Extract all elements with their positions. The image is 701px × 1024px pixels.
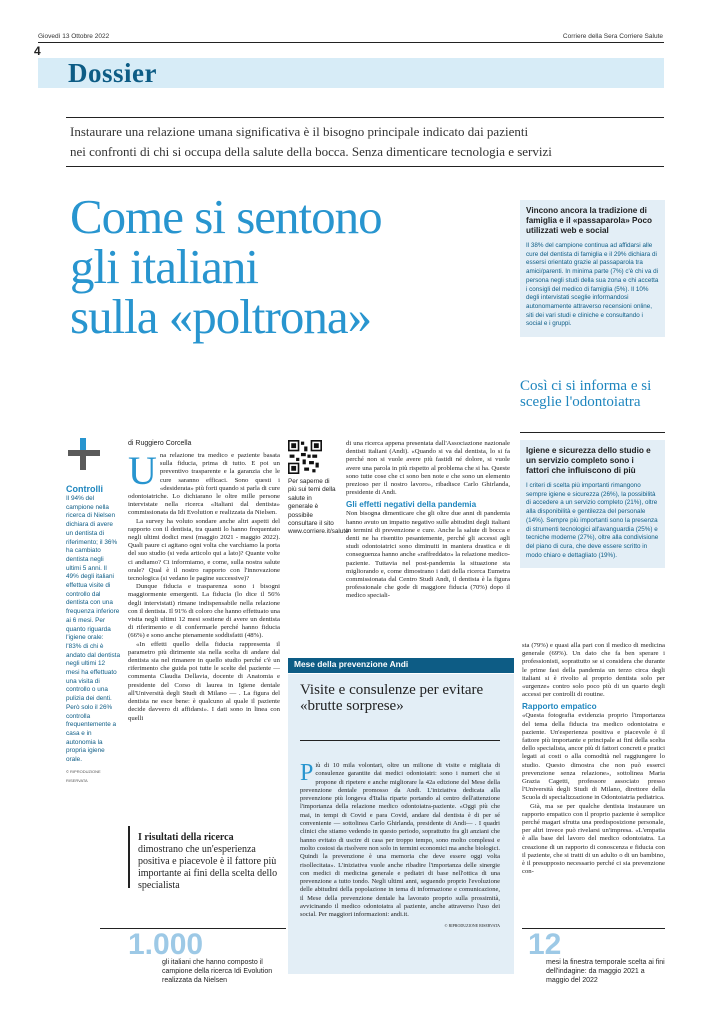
andi-box-title: Visite e consulenze per evitare «brutte sorprese» (300, 682, 484, 714)
andi-box-rule (300, 740, 500, 741)
qr-caption: Per saperne di più sui temi della salute in generale è possibile consultare il sito www.corriere.it/salute (288, 478, 349, 536)
sidebox-tradition-title: Vincono ancora la tradizione di famiglia e il «passaparola» Poco utilizzati web e social (526, 206, 653, 235)
sidebar-section-title: Così ci si informa e si sceglie l'odontoiatra (520, 378, 652, 410)
stat-2-value: 12 (528, 928, 562, 961)
andi-box-body (300, 762, 500, 930)
col3-para-2: Non bisogna dimenticare che gli oltre due anni di pandemia hanno avuto un impatto negativo sulle abitudini degli italiani in termini di prevenzione e cure. Anche la salute di bocca e denti ne ha risentito pesantemente, perché gli accessi agli studi odontoiatrici sono diminuiti in maniera drastica e di conseguenza hanno anche «raffreddato» la relazione medico-paziente. Tuttavia nel post-pandemia la situazione sta migliorando e, come dimostrano i dati della ricerca Eumetra commissionata dal Centro Studi Andi, il dentista è la figura professionale che gode di maggiore fiducia (70%) dopo il medico speciali- (346, 510, 510, 600)
col1-para-1: na relazione tra medico e paziente basata sulla fiducia, prima di tutto. E poi un preventivo trasparente e la garanzia che le cure saranno efficaci. Sono questi i «desiderata» più forti quando si parla di cure odontoiatriche. Lo dichiarano le oltre mille persone intervistate nella ricerca «Italiani dal dentista» commissionata da Idi Evolution e realizzata da Nielsen. (128, 452, 280, 517)
intro-line-1: Instaurare una relazione umana significativa è il bisogno principale indicato dai pazienti (70, 124, 529, 139)
pull-quote-kicker: I risultati della ricerca (138, 832, 234, 843)
controlli-text: Il 94% del campione nella ricerca di Nielsen dichiara di avere un dentista di riferimento; il 36% ha cambiato dentista negli ultimi 5 anni. Il 49% degli italiani effettua visite di controllo dal dentista con una frequenza inferiore ai 6 mesi. Per quanto riguarda l'igiene orale: l'83% di chi è andato dal dentista negli ultimi 12 mesi ha effettuato una visita di controllo o una pulizia dei denti. Però solo il 26% controlla frequentemente a casa e in autonomia la propria igiene orale. (66, 495, 121, 764)
sidebox-tradition (520, 200, 665, 337)
article-column-4 (522, 642, 665, 876)
headline-line-1: Come si sentono (70, 189, 382, 244)
pull-quote-text: dimostrano che un'esperienza positiva e piacevole è il fattore più importante ai fini della scelta dello specialista (138, 844, 278, 891)
intro-rule-bottom (66, 166, 664, 167)
stat-2-text: mesi la finestra temporale scelta ai fini dell'indagine: da maggio 2021 a maggio del 2022 (546, 959, 665, 984)
controlli-column (66, 484, 120, 785)
headline-line-3: sulla «poltrona» (70, 289, 372, 344)
col1-para-4: «In effetti quello della fiducia rappresenta il parametro più dirimente sia nella scelta di andare dal dentista sia nel rimanere in quello studio perché c'è un riferimento che guida poi tutte le scelte del paziente — commenta Claudia Dellavia, docente di Anatomia e presidente del Corso di laurea in Igiene dentale all'Università degli Studi di Milano — . La figura del dentista ne esce bene: è qualcuno al quale il paziente decide davvero di affidarsi». I dati sono in linea con quelli (128, 640, 280, 722)
headline-line-2: gli italiani (70, 239, 259, 294)
page-number: 4 (34, 44, 41, 58)
header-publication: Corriere della Sera Corriere Salute (562, 33, 663, 40)
col1-para-3: Dunque fiducia e trasparenza sono i bisogni maggiormente emergenti. La fiducia (lo dice il 56% degli intervistati) rimane indispensabile nella relazione con il dentista. Il 91% di coloro che hanno effettuato una visita negli ultimi 12 mesi sostiene di avere un dentista di riferimento e di confermarle perché hanno fiducia (66%) e sono anche pienamente soddisfatti (48%). (128, 583, 280, 640)
byline: di Ruggiero Corcella (128, 440, 192, 447)
sidebox-hygiene-text: I criteri di scelta più importanti rimangono sempre igiene e sicurezza (26%), la possibilità di accedere a un servizio completo (21%), oltre alla disponibilità e gentilezza del personale (14%). Sempre più importanti sono la presenza di strumenti tecnologici all'avanguardia (25%) e tecniche moderne (27%), oltre alla condivisione del piano di cura, che deve essere scritto in modo chiaro e dettagliato (19%). (526, 482, 659, 559)
pull-quote (138, 832, 278, 892)
intro-rule-top (66, 117, 664, 118)
col1-para-2: La survey ha voluto sondare anche altri aspetti del rapporto con il dentista, tra quanti lo hanno frequentato negli ultimi dodici mesi (maggio 2021 - maggio 2022). Quali paure ci agitano ogni volta che varchiamo la porta del suo studio (si veda articolo qui a lato)? Quante volte ci andiamo? Ci informiamo, e come, sulla nostra salute orale? Qual è il nostro rapporto con l'innovazione tecnologica (si vedano le pagine successive)? (128, 517, 280, 583)
article-column-3 (346, 440, 510, 601)
andi-box-text: iù di 10 mila volontari, oltre un milione di visite e migliaia di consulenze garantite dai medici odontoiatri: sono i numeri che si propone di ripetere e anche migliorare la 42a edizione del Mese della prevenzione dentale promosso da Andi. L'iniziativa dedicata alla prevenzione più longeva d'Italia riparte portando al centro dell'attenzione l'importanza della relazione medico odontoiatra-paziente. «Oggi più che mai, in tempi di Covid e para Covid, andare dal dentista è di per sé conveniente — sottolinea Carlo Ghirlanda, presidente di Andi— . I quadri clinici che stiamo vedendo in questo periodo, soprattutto fra gli anziani che hanno evitato di uscire di casa per troppo tempo, sono molto complessi e molto costosi da risolvere non solo in termini economici ma anche biologici. Quindi la prevenzione è una memoria che deve essere oggi volta risollecitata». L'iniziativa vuole anche ribadire l'importanza delle sinergie con medici di medicina generale e pediatri di base nell'ottica di una prevenzione a tutto tondo. Negli ultimi anni, seguendo proprio l'evoluzione delle abitudini della popolazione in tema di informazione e comunicazione, il Mese della prevenzione dentale ha lavorato proprio sulla prossimità, avvicinando il medico odontoiatra al paziente, anche attraverso l'uso dei social. Per maggiori informazioni: andi.it. (300, 762, 500, 919)
intro-text (70, 122, 650, 162)
stat-1-value: 1.000 (128, 928, 204, 961)
stat-1-text: gli italiani che hanno composto il campione della ricerca Idi Evolution realizzata da Nielsen (162, 959, 273, 984)
col4-para-2: «Questa fotografia evidenzia proprio l'importanza del tema della fiducia tra medico odontoiatra e paziente. Un'esperienza positiva e piacevole è il fattore più importante e principale ai fini della scelta dello specialista, ancor più di fattori concreti e pratici legati ai costi o alla comodità nel raggiungere lo studio. Questo dimostra che non può esserci prevenzione senza relazione», sottolinea Maria Grazia Cagetti, professore associato presso l'Università degli Studi di Milano, direttore della Scuola di specializzazione in Odontoiatria pediatrica. (522, 712, 665, 802)
controlli-kicker: Controlli (66, 484, 103, 494)
controlli-copyright: © RIPRODUZIONE RISERVATA (66, 768, 101, 783)
qr-code-icon (288, 440, 322, 474)
sidebar-rule (520, 432, 665, 433)
andi-dropcap: P (300, 760, 314, 786)
sidebox-tradition-text: Il 38% del campione continua ad affidarsi alle cure del dentista di famiglia e il 29% dichiara di essersi orientato grazie al passaparola tra amici/parenti. In minima parte (7%) c'è chi va di persona negli studi della sua zona e chi accetta i consigli del medico di famiglia (5%). Il 10% degli intervistati sceglie informandosi autonomamente attraverso recensioni online, siti dei vari studi e cliniche e consultando i social e i gruppi. (526, 242, 659, 328)
pull-quote-bar (128, 826, 130, 888)
col3-para-1: di una ricerca appena presentata dall'Associazione nazionale dentisti italiani (Andi). «Quando si va dal dentista, lo si fa perché non si vuole avere più fastidi né dolore, si vuole avere una parola in più rispetto al problema che si ha. Queste sono tutte cose che ci sono ben note e che sono un elemento prezioso per il nostro lavoro», ribadisce Carlo Ghirlanda, presidente di Andi. (346, 440, 510, 497)
andi-box-header: Mese della prevenzione Andi (288, 658, 514, 673)
col4-subtitle: Rapporto empatico (522, 702, 597, 712)
header-date: Giovedì 13 Ottobre 2022 (38, 33, 110, 40)
main-headline (70, 189, 510, 344)
sidebox-hygiene (520, 440, 665, 568)
andi-box-copyright: © RIPRODUZIONE RISERVATA (444, 922, 500, 928)
dropcap: U (128, 448, 157, 493)
top-rule (38, 42, 664, 43)
col4-para-3: Già, ma se per qualche dentista instaurare un rapporto empatico con il proprio paziente è semplice perché magari sfrutta una predisposizione personale, per altri invece può rivelarsi un'impresa. «L'empatia è alla base del lavoro del medico odontoiatra. La creazione di un rapporto di conoscenza e fiducia con il paziente, che si tratti di un adulto o di un bambino, è il presupposto necessario perché ci sia prevenzione con- (522, 802, 665, 876)
col3-subtitle: Gli effetti negativi della pandemia (346, 500, 477, 510)
dental-cross-icon (66, 436, 104, 474)
section-title: Dossier (68, 58, 157, 88)
col4-para-1: sta (79%) e quasi alla pari con il medico di medicina generale (69%). Un dato che fa ben sperare i professionisti, soprattutto se si considera che durante le prime fasi della pandemia un terzo circa degli italiani si è rivolto al proprio dentista solo per «urgenze» contro solo poco più di un quarto degli accessi per controlli di routine. (522, 642, 665, 699)
sidebox-hygiene-title: Igiene e sicurezza dello studio e un servizio completo sono i fattori che influiscono di più (526, 446, 651, 475)
article-column-1 (128, 448, 280, 723)
intro-line-2: nei confronti di chi si occupa della salute della bocca. Senza dimenticare tecnologia e servizi (70, 144, 552, 159)
